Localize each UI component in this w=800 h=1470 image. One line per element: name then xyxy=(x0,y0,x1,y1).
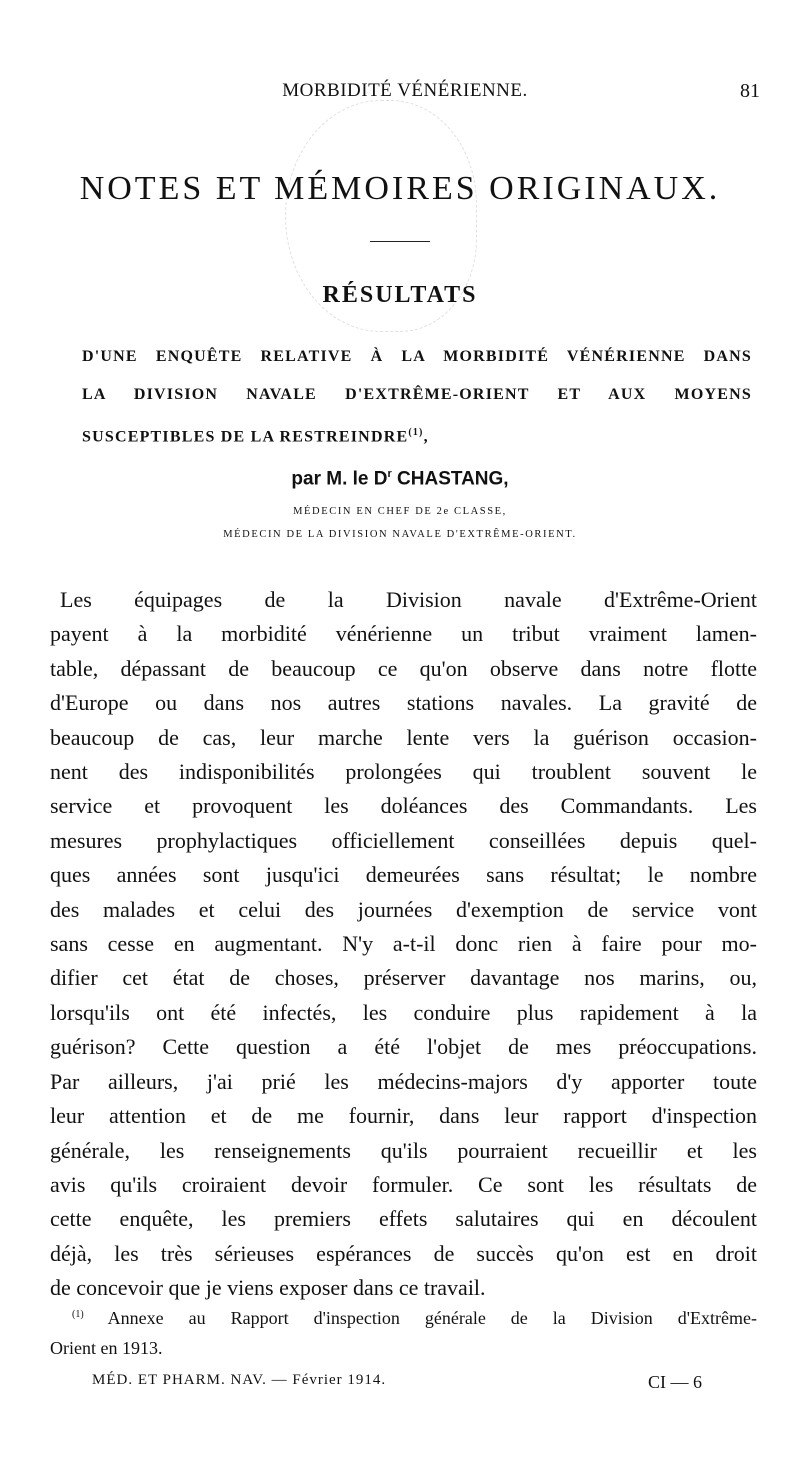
body-line: cette enquête, les premiers effets salutaires qui en découlent xyxy=(50,1206,757,1232)
body-paragraph xyxy=(50,583,757,1306)
body-line: mesures prophylactiques officiellement conseillées depuis quel- xyxy=(50,827,757,853)
body-line: avis qu'ils croiraient devoir formuler. Ce sont les résultats de xyxy=(50,1171,757,1197)
subtitle-text: SUSCEPTIBLES DE LA RESTREINDRE xyxy=(82,428,409,446)
body-line: déjà, les très sérieuses espérances de succès qu'on est en droit xyxy=(50,1240,757,1266)
body-line: Les équipages de la Division navale d'Extrême-Orient xyxy=(60,587,757,612)
footnote-mark: (1) xyxy=(72,1309,84,1320)
body-line: des malades et celui des journées d'exemption de service vont xyxy=(50,896,757,922)
footnote-ref[interactable]: (1) xyxy=(408,427,424,438)
body-line: d'Europe ou dans nos autres stations navales. La gravité de xyxy=(50,690,757,716)
author-name: CHASTANG, xyxy=(391,468,509,490)
subtitle-line xyxy=(82,414,752,456)
section-title: NOTES ET MÉMOIRES ORIGINAUX. xyxy=(79,170,721,207)
footnote-line xyxy=(50,1300,757,1333)
body-line: beaucoup de cas, leur marche lente vers la guérison occasion- xyxy=(50,724,757,750)
body-line: générale, les renseignements qu'ils pourraient recueillir et les xyxy=(50,1137,757,1163)
article-title: RÉSULTATS xyxy=(322,282,478,308)
subtitle-line: D'UNE ENQUÊTE RELATIVE À LA MORBIDITÉ VÉNÉRIENNE DANS xyxy=(82,348,752,365)
body-line: lorsqu'ils ont été infectés, les conduire plus rapidement à la xyxy=(50,999,757,1025)
body-line: leur attention et de me fournir, dans leur rapport d'inspection xyxy=(50,1103,757,1129)
footnote xyxy=(50,1300,757,1363)
subtitle-end: , xyxy=(423,428,429,446)
author-affiliation-1: MÉDECIN EN CHEF DE 2e CLASSE, xyxy=(293,506,507,517)
title-rule xyxy=(370,241,430,242)
body-line: service et provoquent les doléances des Commandants. Les xyxy=(50,793,757,819)
author-line xyxy=(0,468,800,490)
body-line: nent des indisponibilités prolongées qui troublent souvent le xyxy=(50,759,757,785)
body-line: difier cet état de choses, préserver davantage nos marins, ou, xyxy=(50,965,757,991)
journal-signature: MÉD. ET PHARM. NAV. — Février 1914. xyxy=(92,1372,387,1388)
body-line: Par ailleurs, j'ai prié les médecins-majors d'y apporter toute xyxy=(50,1068,757,1094)
footnote-line: Orient en 1913. xyxy=(50,1338,163,1358)
sheet-signature: CI — 6 xyxy=(648,1372,702,1392)
body-line: table, dépassant de beaucoup ce qu'on observe dans notre flotte xyxy=(50,655,757,681)
footnote-text: Annexe au Rapport d'inspection générale de la Division d'Extrême- xyxy=(83,1308,757,1328)
running-title: MORBIDITÉ VÉNÉRIENNE. xyxy=(282,80,528,101)
body-line: ques années sont jusqu'ici demeurées sans résultat; le nombre xyxy=(50,862,757,888)
body-line: guérison? Cette question a été l'objet de mes préoccupations. xyxy=(50,1034,757,1060)
author-prefix: par M. le D xyxy=(291,468,388,490)
page-footer xyxy=(92,1372,742,1396)
subtitle-line: LA DIVISION NAVALE D'EXTRÊME-ORIENT ET AUX MOYENS xyxy=(82,386,752,403)
body-line: sans cesse en augmentant. N'y a-t-il donc rien à faire pour mo- xyxy=(50,931,757,957)
page-header xyxy=(50,80,760,106)
author-affiliation-2: MÉDECIN DE LA DIVISION NAVALE D'EXTRÊME-ORIENT. xyxy=(223,529,577,540)
body-line: de concevoir que je viens exposer dans ce travail. xyxy=(50,1275,486,1301)
body-line: payent à la morbidité vénérienne un tribut vraiment lamen- xyxy=(50,621,757,647)
author-title-sup: r xyxy=(387,468,392,480)
page-number: 81 xyxy=(740,80,760,102)
article-subtitle xyxy=(82,338,752,456)
